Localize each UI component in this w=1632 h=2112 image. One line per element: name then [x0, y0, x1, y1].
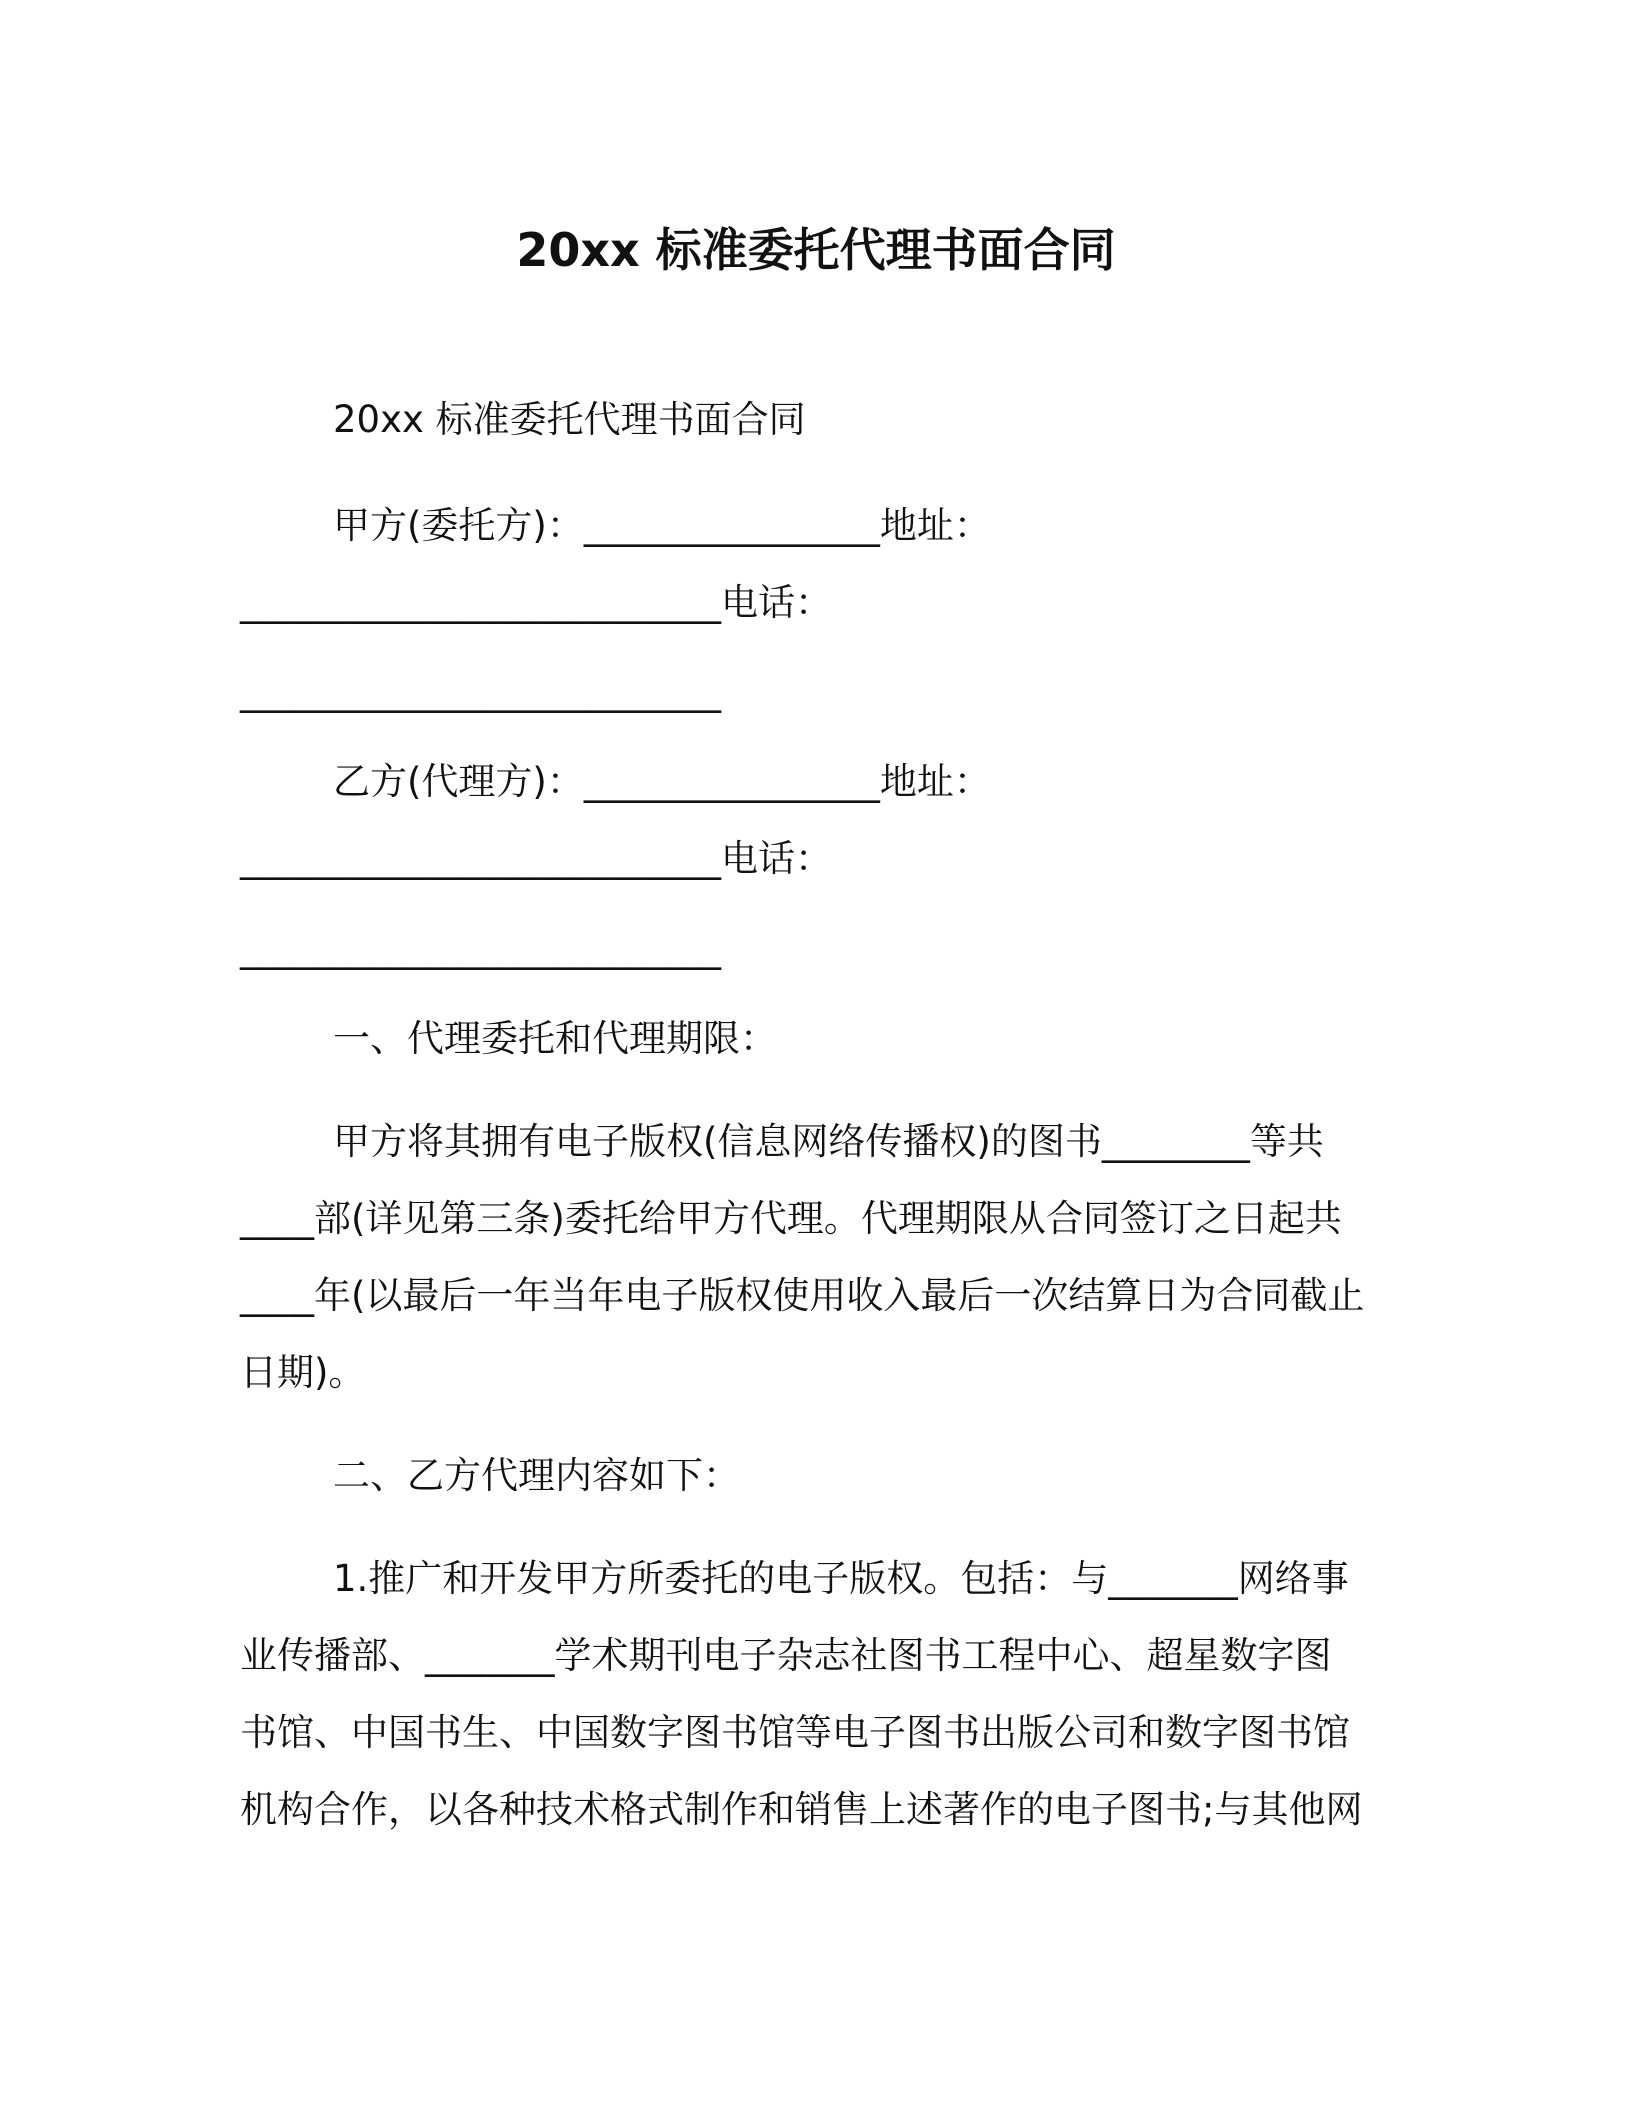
- section-2-line: 业传播部、_______学术期刊电子杂志社图书工程中心、超星数字图: [240, 1634, 1332, 1677]
- document-subtitle: 20xx 标准委托代理书面合同: [333, 398, 806, 441]
- document-title: 20xx 标准委托代理书面合同: [516, 223, 1116, 277]
- section-2-line: 书馆、中国书生、中国数字图书馆等电子图书出版公司和数字图书馆: [240, 1711, 1350, 1754]
- section-2-line: 1.推广和开发甲方所委托的电子版权。包括：与_______网络事: [333, 1557, 1349, 1600]
- party-a-phone-blank: __________________________: [240, 670, 721, 713]
- section-1-line: 日期)。: [240, 1351, 366, 1394]
- section-2-heading: 二、乙方代理内容如下：: [333, 1454, 740, 1497]
- section-1-line: 甲方将其拥有电子版权(信息网络传播权)的图书________等共: [333, 1120, 1324, 1163]
- section-1-line: ____部(详见第三条)委托给甲方代理。代理期限从合同签订之日起共: [240, 1197, 1342, 1240]
- party-b-address-phone: __________________________电话：: [240, 837, 832, 880]
- party-b-phone-blank: __________________________: [240, 927, 721, 970]
- party-a-name-address: 甲方(委托方)：________________地址：: [333, 504, 991, 547]
- section-1-heading: 一、代理委托和代理期限：: [333, 1017, 777, 1060]
- party-b-name-address: 乙方(代理方)：________________地址：: [333, 760, 991, 803]
- section-2-line: 机构合作，以各种技术格式制作和销售上述著作的电子图书;与其他网: [240, 1788, 1363, 1831]
- section-1-line: ____年(以最后一年当年电子版权使用收入最后一次结算日为合同截止: [240, 1274, 1365, 1317]
- party-a-address-phone: __________________________电话：: [240, 581, 832, 624]
